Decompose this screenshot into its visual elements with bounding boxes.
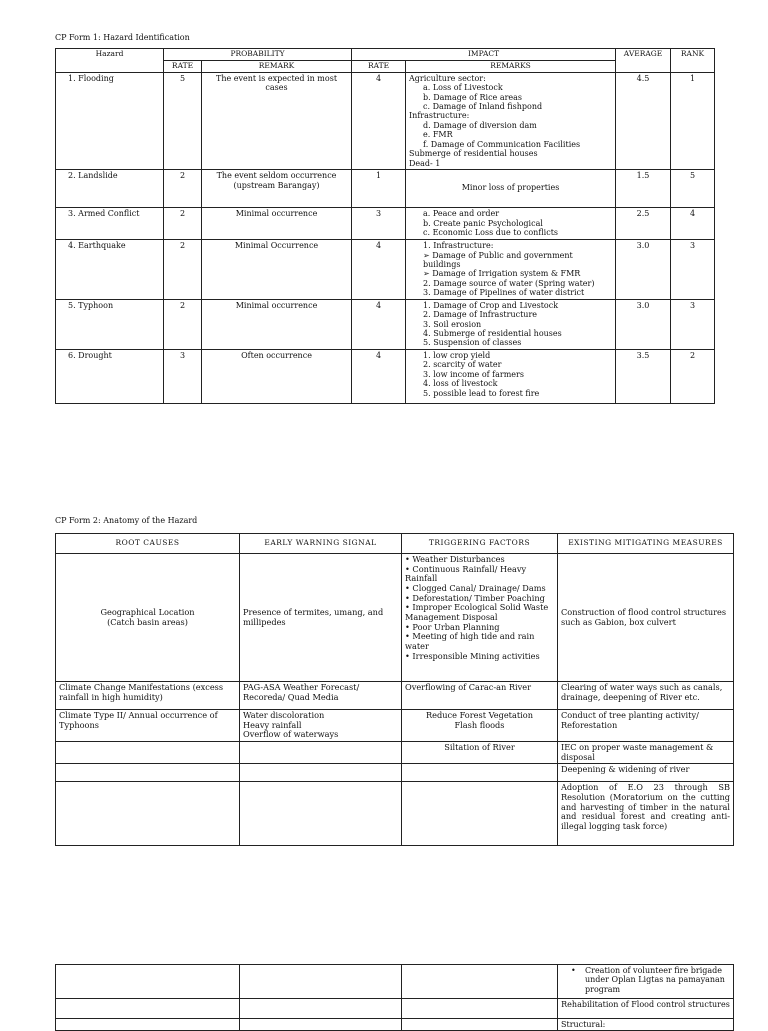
- impact-remark-line: 5. possible lead to forest fire: [423, 388, 540, 398]
- empty-cell: [402, 965, 558, 999]
- mitigating-measure: Clearing of water ways such as canals, drainage, deepening of River etc.: [558, 682, 734, 710]
- triggering-factor: • Weather Disturbances: [405, 554, 505, 564]
- empty-cell: [402, 999, 558, 1019]
- impact-remark-line: f. Damage of Communication Facilities: [423, 139, 581, 149]
- probability-rate: 3: [164, 349, 202, 403]
- form1-title: CP Form 1: Hazard Identification: [55, 33, 190, 42]
- anatomy-row: [56, 782, 734, 846]
- form2-title: CP Form 2: Anatomy of the Hazard: [55, 516, 198, 525]
- mitigating-measure: Conduct of tree planting activity/ Reforestation: [558, 710, 734, 742]
- anatomy-row: [56, 1019, 734, 1031]
- header-impact: IMPACT: [352, 49, 616, 61]
- mitigating-measure: Construction of flood control structures such as Gabion, box culvert: [558, 554, 734, 682]
- impact-remark-line: Dead- 1: [409, 158, 441, 168]
- triggering-factor: Reduce Forest Vegetation: [426, 710, 533, 720]
- impact-remark-line: 3. Soil erosion: [423, 319, 482, 329]
- triggering-factor: • Deforestation/ Timber Poaching: [405, 592, 545, 603]
- hazard-row: [56, 170, 715, 208]
- hazard-row: [56, 72, 715, 169]
- triggering-factors: [402, 764, 558, 782]
- empty-cell: [56, 965, 240, 999]
- anatomy-row: [56, 965, 734, 999]
- impact-remark-line: c. Economic Loss due to conflicts: [423, 227, 559, 237]
- impact-remark-line: c. Damage of Inland fishpond: [423, 102, 543, 111]
- mitigating-measure: Deepening & widening of river: [558, 764, 734, 782]
- probability-remark: The event is expected in most cases: [202, 72, 352, 169]
- hazard-anatomy-table-continued: [55, 964, 734, 1031]
- anatomy-row: [56, 764, 734, 782]
- hazard-name: 5. Typhoon: [56, 299, 164, 349]
- early-warning-signal: PAG-ASA Weather Forecast/ Recoreda/ Quad Media: [240, 682, 402, 710]
- mitigating-measure: Structural:: [558, 1019, 734, 1031]
- average-value: 3.0: [616, 299, 671, 349]
- root-cause: [56, 742, 240, 764]
- bullet-item: [561, 966, 730, 994]
- header-rank: RANK: [671, 49, 715, 73]
- impact-remark-line: 4. Submerge of residential houses: [423, 329, 562, 338]
- impact-remark-line: 3. low income of farmers: [423, 369, 524, 379]
- hazard-row: [56, 240, 715, 300]
- header-hazard: Hazard: [56, 49, 164, 73]
- hazard-row: [56, 208, 715, 240]
- probability-remark: Often occurrence: [202, 349, 352, 403]
- probability-rate: 2: [164, 299, 202, 349]
- impact-remark-line: b. Create panic Psychological: [423, 218, 543, 228]
- header-average: AVERAGE: [616, 49, 671, 73]
- impact-remark-line: 4. loss of livestock: [423, 379, 498, 389]
- root-cause: Climate Type II/ Annual occurrence of Typhoons: [56, 710, 240, 742]
- triggering-factors: [402, 710, 558, 742]
- probability-remark: The event seldom occurrence (upstream Barangay): [202, 170, 352, 208]
- empty-cell: [240, 965, 402, 999]
- impact-rate: 3: [352, 208, 406, 240]
- empty-cell: [402, 1019, 558, 1031]
- triggering-factor: Siltation of River: [444, 742, 515, 753]
- early-warning-signal: Water discoloration Heavy rainfall Overflow of waterways: [240, 710, 402, 742]
- early-warning-signal: Presence of termites, umang, and millipedes: [240, 554, 402, 682]
- triggering-factor: • Improper Ecological Solid Waste Management Disposal: [405, 602, 549, 623]
- impact-remark-line: a. Loss of Livestock: [423, 83, 503, 93]
- header-triggering-factors: TRIGGERING FACTORS: [402, 534, 558, 554]
- header-mitigating-measures: EXISTING MITIGATING MEASURES: [558, 534, 734, 554]
- rank-value: 4: [671, 208, 715, 240]
- header-probability-remark: REMARK: [202, 60, 352, 72]
- impact-remark-line: a. Peace and order: [423, 209, 500, 219]
- hazard-row: [56, 299, 715, 349]
- anatomy-row: [56, 682, 734, 710]
- hazard-name: 6. Drought: [56, 349, 164, 403]
- triggering-factor: Flash floods: [454, 719, 505, 730]
- average-value: 3.5: [616, 349, 671, 403]
- header-impact-rate: RATE: [352, 60, 406, 72]
- root-cause: Climate Change Manifestations (excess rainfall in high humidity): [56, 682, 240, 710]
- rank-value: 3: [671, 299, 715, 349]
- average-value: 4.5: [616, 72, 671, 169]
- header-probability-rate: RATE: [164, 60, 202, 72]
- impact-rate: 4: [352, 299, 406, 349]
- triggering-factor: • Clogged Canal/ Drainage/ Dams: [405, 583, 546, 594]
- average-value: 1.5: [616, 170, 671, 208]
- rank-value: 2: [671, 349, 715, 403]
- impact-rate: 4: [352, 72, 406, 169]
- early-warning-signal: [240, 782, 402, 846]
- triggering-factor: • Poor Urban Planning: [405, 621, 500, 632]
- mitigating-measure: Rehabilitation of Flood control structures: [558, 999, 734, 1019]
- triggering-factor: • Continuous Rainfall/ Heavy Rainfall: [405, 563, 527, 584]
- impact-rate: 4: [352, 349, 406, 403]
- probability-remark: Minimal Occurrence: [202, 240, 352, 300]
- impact-rate: 4: [352, 240, 406, 300]
- triggering-factors: [402, 554, 558, 682]
- probability-rate: 2: [164, 240, 202, 300]
- anatomy-row: [56, 742, 734, 764]
- average-value: 2.5: [616, 208, 671, 240]
- empty-cell: [240, 999, 402, 1019]
- average-value: 3.0: [616, 240, 671, 300]
- impact-remark-line: d. Damage of diversion dam: [423, 120, 537, 130]
- hazard-anatomy-table: [55, 533, 734, 846]
- impact-remark-line: b. Damage of Rice areas: [423, 92, 523, 102]
- impact-remark-line: Agriculture sector:: [409, 73, 486, 83]
- triggering-factors: [402, 742, 558, 764]
- mitigating-measure: IEC on proper waste management & disposal: [558, 742, 734, 764]
- rank-value: 5: [671, 170, 715, 208]
- impact-remark-line: Submerge of residential houses: [409, 149, 538, 159]
- triggering-factor: • Meeting of high tide and rain water: [405, 631, 535, 652]
- impact-remarks: [406, 72, 616, 169]
- impact-remarks: [406, 240, 616, 300]
- bullet-icon: •: [571, 966, 576, 975]
- early-warning-signal: [240, 764, 402, 782]
- root-cause: [56, 782, 240, 846]
- hazard-name: 4. Earthquake: [56, 240, 164, 300]
- impact-remark-line: 2. Damage source of water (Spring water): [423, 278, 595, 288]
- impact-remark-line: 1. Damage of Crop and Livestock: [423, 300, 559, 310]
- header-probability: PROBABILITY: [164, 49, 352, 61]
- hazard-name: 3. Armed Conflict: [56, 208, 164, 240]
- impact-remark-line: e. FMR: [423, 130, 453, 140]
- impact-remarks: [406, 170, 616, 208]
- anatomy-row: [56, 710, 734, 742]
- probability-rate: 2: [164, 170, 202, 208]
- early-warning-signal: [240, 742, 402, 764]
- impact-remark-line: Infrastructure:: [409, 111, 470, 121]
- root-cause: [56, 764, 240, 782]
- hazard-row: [56, 349, 715, 403]
- impact-remark-line: 1. Infrastructure:: [423, 241, 494, 251]
- impact-remark-line: 1. low crop yield: [423, 350, 491, 360]
- impact-remark-line: ➢ Damage of Public and government buildings: [423, 250, 573, 269]
- triggering-factors: [402, 682, 558, 710]
- header-impact-remarks: REMARKS: [406, 60, 616, 72]
- mitigating-measure: Adoption of E.O 23 through SB Resolution (Moratorium on the cutting and harvesting of timber in the natural and residual forest and creating anti-illegal logging task force): [558, 782, 734, 846]
- root-cause: Geographical Location (Catch basin areas): [56, 554, 240, 682]
- impact-remarks: [406, 299, 616, 349]
- empty-cell: [240, 1019, 402, 1031]
- impact-remark-line: ➢ Damage of Irrigation system & FMR: [423, 269, 581, 279]
- probability-remark: Minimal occurrence: [202, 299, 352, 349]
- probability-remark: Minimal occurrence: [202, 208, 352, 240]
- impact-remarks: [406, 208, 616, 240]
- impact-remark-line: Minor loss of properties: [461, 183, 560, 193]
- anatomy-row: [56, 554, 734, 682]
- triggering-factor: • Irresponsible Mining activities: [405, 650, 540, 661]
- hazard-identification-table: [55, 48, 715, 404]
- triggering-factors: [402, 782, 558, 846]
- rank-value: 3: [671, 240, 715, 300]
- rank-value: 1: [671, 72, 715, 169]
- impact-remark-line: 2. Damage of Infrastructure: [423, 310, 538, 320]
- anatomy-row: [56, 999, 734, 1019]
- header-root-causes: ROOT CAUSES: [56, 534, 240, 554]
- impact-remark-line: 3. Damage of Pipelines of water district: [423, 288, 585, 298]
- triggering-factor: Overflowing of Carac-an River: [405, 682, 532, 692]
- hazard-name: 2. Landslide: [56, 170, 164, 208]
- bullet-text: Creation of volunteer fire brigade under Oplan Ligtas na pamayanan program: [585, 966, 725, 994]
- mitigating-measure: [558, 965, 734, 999]
- probability-rate: 5: [164, 72, 202, 169]
- header-early-warning: EARLY WARNING SIGNAL: [240, 534, 402, 554]
- impact-remark-line: 5. Suspension of classes: [423, 338, 522, 348]
- empty-cell: [56, 1019, 240, 1031]
- impact-remarks: [406, 349, 616, 403]
- impact-remark-line: 2. scarcity of water: [423, 360, 502, 370]
- hazard-name: 1. Flooding: [56, 72, 164, 169]
- empty-cell: [56, 999, 240, 1019]
- impact-rate: 1: [352, 170, 406, 208]
- probability-rate: 2: [164, 208, 202, 240]
